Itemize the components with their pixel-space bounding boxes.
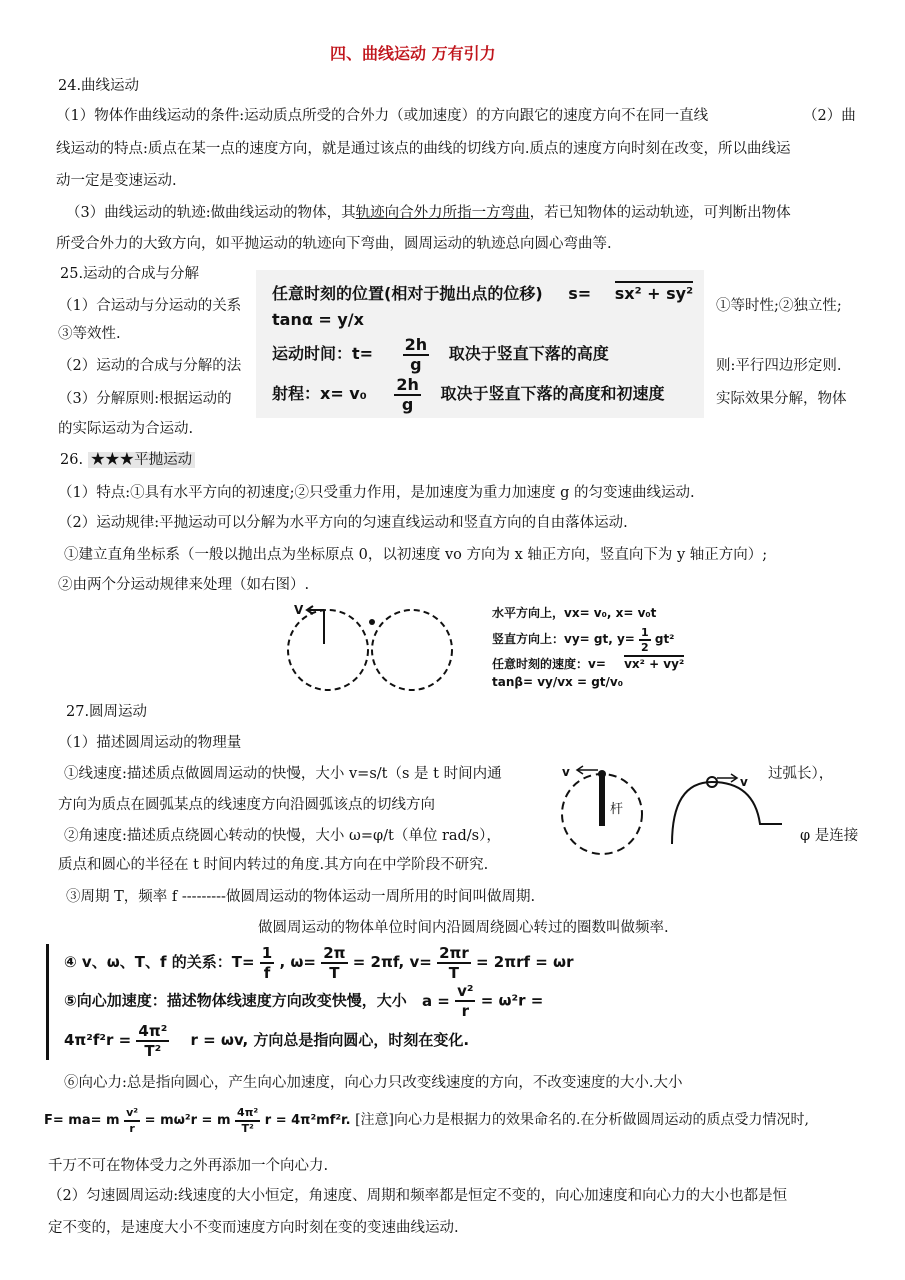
mass-point <box>369 619 375 625</box>
figure-v-label: V <box>294 603 304 617</box>
eq-tan-beta: tanβ= vy/vx = gt/v₀ <box>492 675 623 689</box>
rod-circle-figure <box>550 762 790 862</box>
s25-line-5: 的实际运动为合运动. <box>58 421 194 437</box>
centripetal-force-formula: F= ma= m $\frac{\text{v²}}{r}$ = mω²r = m $\frac{\text{4π²}}{\text{T²}}$ r = 4π²mf²r. <box>44 1105 351 1135</box>
s25-line-3-tail: 则:平行四边形定则. <box>716 358 842 374</box>
s27-line-8: ⑥向心力:总是指向圆心，产生向心加速度，向心力只改变线速度的方向，不改变速度的大小.大小 <box>64 1075 683 1091</box>
s26-line-1: （1）特点:①具有水平方向的初速度;②只受重力作用，是加速度为重力加速度 g 的匀变速曲线运动. <box>58 485 695 501</box>
page-title: 四、曲线运动 万有引力 <box>330 44 496 63</box>
projectile-formula-box <box>256 270 704 418</box>
s27-line-12: 定不变的，是速度大小不变而速度方向时刻在变的变速曲线运动. <box>48 1220 459 1236</box>
section-25-heading: 25.运动的合成与分解 <box>60 266 200 282</box>
s27-line-11: （2）匀速圆周运动:线速度的大小恒定，角速度、周期和频率都是恒定不变的，向心加速度和向心力的大小也都是恒 <box>48 1188 788 1204</box>
s25-line-3: （2）运动的合成与分解的法 <box>58 358 242 374</box>
formula-time: 运动时间：t= $\frac{2h}{g}$ 取决于竖直下落的高度 <box>272 334 609 374</box>
circle-motion-figure <box>280 598 470 698</box>
s26-line-3: ①建立直角坐标系（一般以抛出点为坐标原点 0，以初速度 vo 方向为 x 轴正方向，竖直向下为 y 轴正方向）; <box>64 547 768 563</box>
dashed-circle-left <box>288 610 368 690</box>
s27-line-4: ②角速度:描述质点绕圆心转动的快慢，大小 ω=φ/t（单位 rad/s）， <box>64 828 501 844</box>
s25-line-4: （3）分解原则:根据运动的 <box>58 391 232 407</box>
s25-line-1-tail: ①等时性;②独立性; <box>716 298 842 314</box>
s27-line-4-tail: φ 是连接 <box>800 828 859 844</box>
s27-line-1: （1）描述圆周运动的物理量 <box>58 735 242 751</box>
s27-line-10: 千万不可在物体受力之外再添加一个向心力. <box>48 1158 329 1174</box>
formula-range: 射程：x= v₀ $\frac{2h}{g}$ 取决于竖直下落的高度和初速度 <box>272 374 665 414</box>
s26-line-2: （2）运动规律:平抛运动可以分解为水平方向的匀速直线运动和竖直方向的自由落体运动. <box>58 515 628 531</box>
s27-line-3: 方向为质点在圆弧某点的线速度方向沿圆弧该点的切线方向 <box>58 797 435 813</box>
section-27-heading: 27.圆周运动 <box>66 704 148 720</box>
dashed-circle-right <box>372 610 452 690</box>
formula-block-bar <box>46 944 49 1060</box>
fig-v-label-2: v <box>740 775 748 789</box>
s26-line-4: ②由两个分运动规律来处理（如右图）. <box>58 577 310 593</box>
starred-heading: ★★★平抛运动 <box>88 452 196 468</box>
eq-vertical: 竖直方向上：vy= gt, y= $\frac{1}{2}$ gt² <box>492 625 675 654</box>
formula-centripetal-accel-2: 4π²f²r = $\frac{\text{4π²}}{\text{T²}}$ r = ωv, 方向总是指向圆心，时刻在变化. <box>64 1021 470 1060</box>
arc-track <box>672 782 782 844</box>
s27-line-2-tail: 过弧长）， <box>768 766 834 782</box>
formula-tan-alpha: tanα = y/x <box>272 310 364 329</box>
s27-line-6: ③周期 T，频率 f ---------做圆周运动的物体运动一周所用的时间叫做周期. <box>66 889 536 905</box>
eq-horizontal: 水平方向上，vx= v₀, x= v₀t <box>492 606 657 620</box>
section-24-heading: 24.曲线运动 <box>58 78 140 94</box>
formula-relations: ④ v、ω、T、f 的关系：T= $\frac{1}{f}$ , ω= $\frac{2\pi}{T}$ = 2πf, v= $\frac{2\pi r}{T}$ = 2πrf = ωr <box>64 943 574 982</box>
s25-line-2: ③等效性. <box>58 326 121 342</box>
s27-line-5: 质点和圆心的半径在 t 时间内转过的角度.其方向在中学阶段不研究. <box>58 857 489 873</box>
s24-line-3: 动一定是变速运动. <box>56 173 177 189</box>
s27-line-7: 做圆周运动的物体单位时间内沿圆周绕圆心转过的圈数叫做频率. <box>258 920 669 936</box>
s27-line-9: F= ma= m $\frac{\text{v²}}{r}$ = mω²r = m $\frac{\text{4π²}}{\text{T²}}$ r = 4π²mf²r. [注意]向心力是根据力的效果命名的.在分析做圆周运动的质点受力情况时, <box>44 1105 809 1135</box>
s24-line-1-tail: （2）曲 <box>803 108 856 124</box>
fig-v-label-1: v <box>562 765 570 779</box>
rod-ball <box>598 770 606 778</box>
s25-line-4-tail: 实际效果分解，物体 <box>716 391 847 407</box>
s24-line-5: 所受合外力的大致方向，如平抛运动的轨迹向下弯曲，圆周运动的轨迹总向圆心弯曲等. <box>56 236 612 252</box>
formula-centripetal-accel: ⑤向心加速度：描述物体线速度方向改变快慢，大小 a = $\frac{\text{v²}}{r}$ = ω²r = <box>64 982 544 1020</box>
s24-line-1: （1）物体作曲线运动的条件:运动质点所受的合外力（或加速度）的方向跟它的速度方向不在同一直线 <box>56 108 709 124</box>
fig-rod-label: 杆 <box>610 802 624 817</box>
s24-line-4: （3）曲线运动的轨迹:做曲线运动的物体，其轨迹向合外力所指一方弯曲，若已知物体的运动轨迹，可判断出物体 <box>66 205 791 221</box>
sqrt-expression: sx² + sy² <box>615 281 693 303</box>
section-26-heading: 26. ★★★平抛运动 <box>60 450 195 470</box>
formula-position: 任意时刻的位置(相对于抛出点的位移) s= sx² + sy² <box>272 284 693 304</box>
s27-line-2: ①线速度:描述质点做圆周运动的快慢，大小 v=s/t（s 是 t 时间内通 <box>64 766 502 782</box>
s25-line-1: （1）合运动与分运动的关系 <box>58 298 242 314</box>
stars-icon: ★★★ <box>90 452 135 468</box>
s24-line-2: 线运动的特点:质点在某一点的速度方向，就是通过该点的曲线的切线方向.质点的速度方向时刻在改变，所以曲线运 <box>56 141 791 157</box>
underlined-phrase: 轨迹向合外力所指一方弯曲 <box>355 205 530 221</box>
eq-velocity: 任意时刻的速度：v= vx² + vy² <box>492 657 685 671</box>
